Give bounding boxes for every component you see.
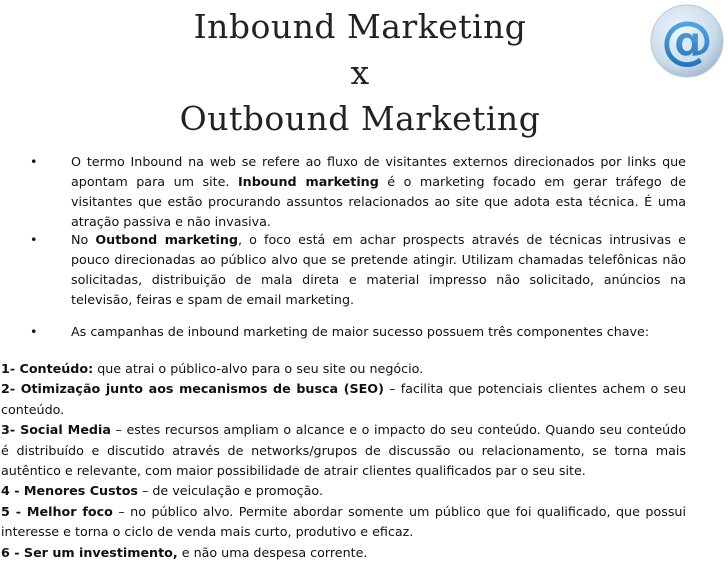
bullet-text [71,152,686,232]
bullet-item [30,322,686,342]
list-item-text: e não uma despesa corrente. [177,544,368,560]
list-item-heading: 2- Otimização junto aos mecanismos de busca (SEO) [1,381,384,397]
list-item [1,359,686,379]
bullet-text [71,322,686,342]
bullet-text-pre: No [71,232,96,247]
list-item-text: – de veiculação e promoção. [137,483,324,499]
bullet-text [71,230,686,310]
title-line-3: Outbound Marketing [179,99,541,138]
bullet-text-post: é o marketing focado em gerar tráfego de visitantes que estão procurando assuntos relacionados ao site que adota esta técnica. É uma atração passiva e não invasiva. [71,174,686,229]
bullet-item [30,152,686,232]
slide-title [110,4,610,142]
list-item [1,420,686,481]
list-item-heading: 4 - Menores Custos [1,483,138,499]
list-item-heading: 5 - Melhor foco [1,503,113,519]
bullet-dot: • [30,232,38,247]
list-item [1,502,686,543]
list-item-heading: 6 - Ser um investimento, [1,544,178,560]
list-item [1,481,686,501]
bullet-dot: • [30,154,38,169]
bullet-dot: • [30,324,38,339]
bullet-text-bold: Inbound marketing [237,174,379,189]
component-list [1,359,686,563]
list-item-text: que atrai o público-alvo para o seu site ou negócio. [93,361,424,376]
title-line-2: x [350,53,370,92]
list-item-text: – facilita que potenciais clientes achem o seu conteúdo. [1,381,686,417]
list-item-heading: 3- Social Media [1,422,111,438]
bullet-text-bold: Outbond marketing [95,232,238,247]
bullet-text-pre: As campanhas de inbound marketing de maior sucesso possuem três componentes chave: [71,324,650,339]
bullet-text-post: , o foco está em achar prospects através de técnicas intrusivas e pouco direcionadas ao público alvo que se pretende atingir. Utilizam chamadas telefônicas não solicitadas, distribuição de mala direta e material impresso não solicitado, anúncios na televisão, feiras e spam de email marketing. [71,232,686,307]
bullet-item [30,230,686,310]
svg-text:@: @ [661,11,713,71]
at-sign-icon [648,2,726,80]
list-item-heading: 1- Conteúdo: [1,361,94,376]
bullet-text-pre: O termo Inbound na web se refere ao fluxo de visitantes externos direcionados por links que apontam para um site. [71,154,686,189]
list-item-text: – no público alvo. Permite abordar somente um público que foi qualificado, que possui interesse e torna o ciclo de venda mais curto, produtivo e eficaz. [1,503,686,540]
list-item [1,379,686,420]
list-item-text: – estes recursos ampliam o alcance e o impacto do seu conteúdo. Quando seu conteúdo é distribuído e discutido através de networks/grupos de discussão ou relacionamento, se torna mais autêntico e relevante, com maior possibilidade de atrair clientes qualificados par o seu site. [1,422,686,479]
title-line-1: Inbound Marketing [193,7,527,46]
